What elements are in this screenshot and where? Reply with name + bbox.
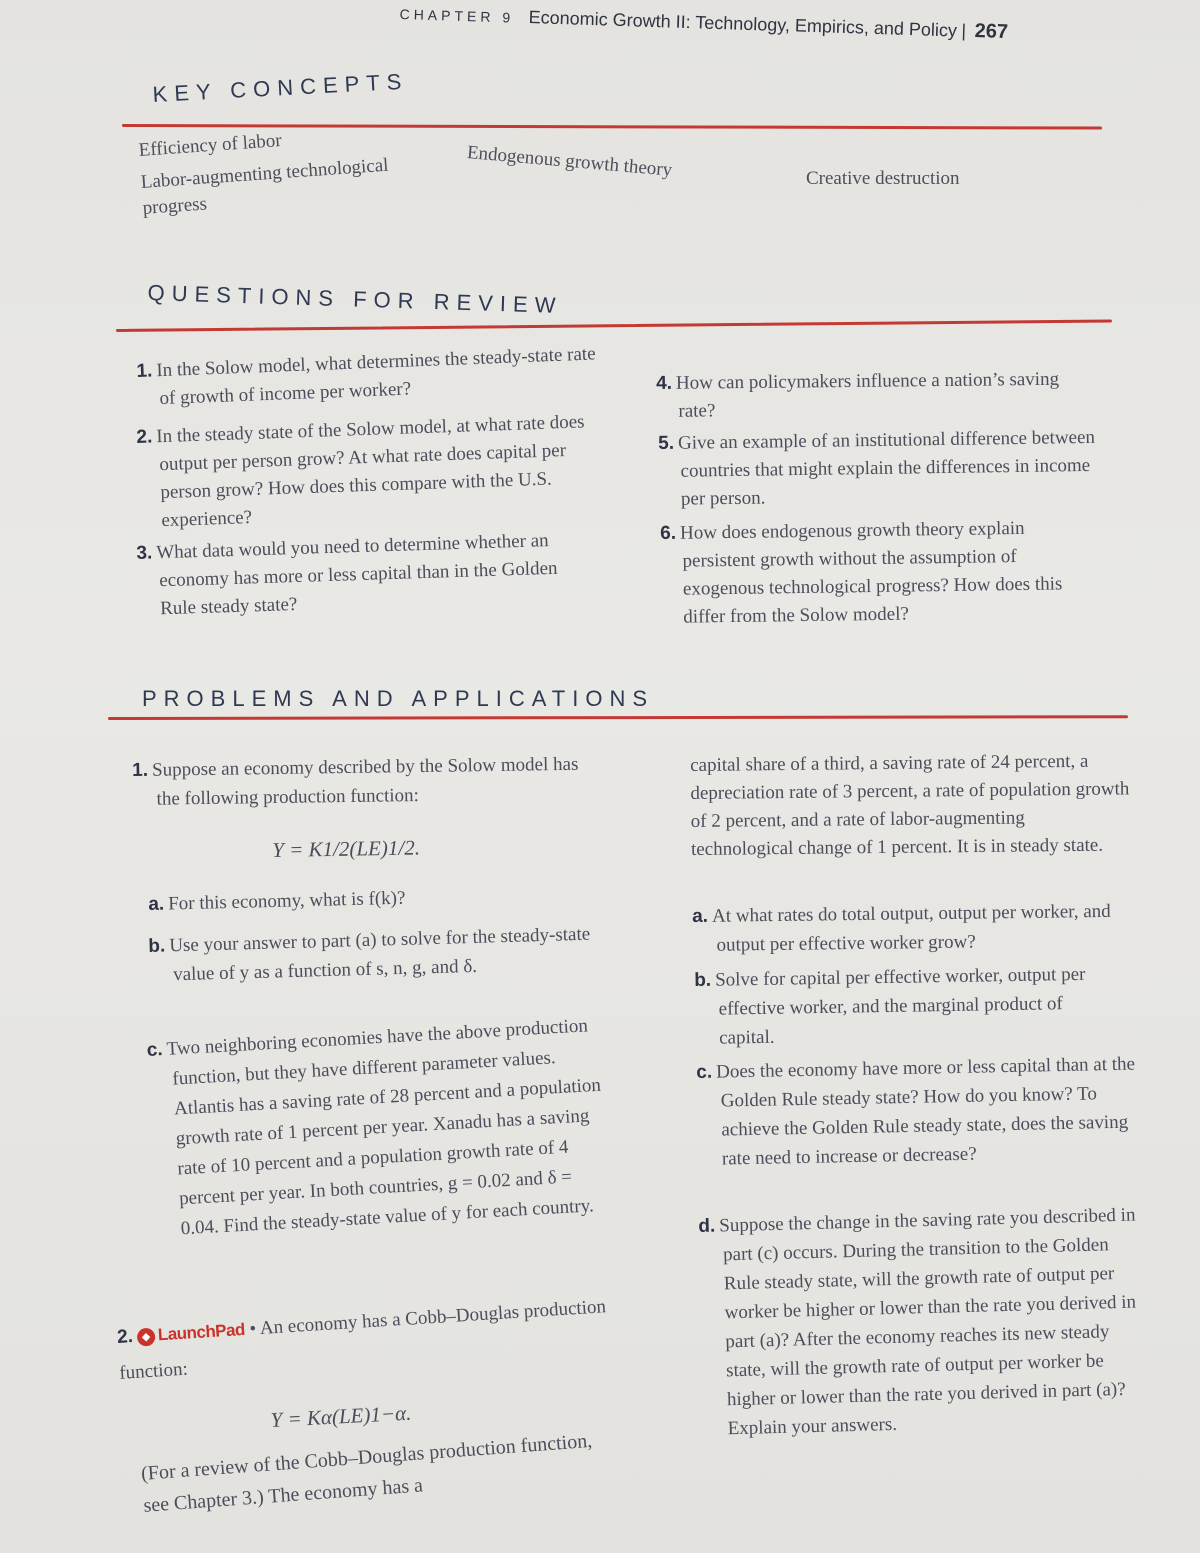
review-question-3: 3. What data would you need to determine whether an economy has more or less capital than in the Golden Rule steady state? xyxy=(136,530,558,620)
review-question-1: 1. In the Solow model, what determines the steady-state rate of growth of income per worker? xyxy=(136,343,596,410)
review-rule xyxy=(116,319,1112,332)
head-separator: | xyxy=(961,20,967,41)
problem-2-equation: Y = Kα(LE)1−α. xyxy=(270,1400,412,1432)
page-number: 267 xyxy=(974,20,1009,44)
problem-2-part-b: b. Solve for capital per effective worker, output per effective worker, and the marginal product of capital. xyxy=(694,963,1086,1049)
concept-efficiency-of-labor: Efficiency of labor xyxy=(138,130,283,161)
launchpad-icon: ◆ xyxy=(136,1327,155,1346)
problems-heading: PROBLEMS AND APPLICATIONS xyxy=(142,686,655,711)
review-question-5: 5. Give an example of an institutional difference between countries that might explain the differences in income per person. xyxy=(658,426,1096,510)
problem-1-part-a: a. For this economy, what is f(k)? xyxy=(148,887,406,915)
problem-2-note: (For a review of the Cobb–Douglas production function, see Chapter 3.) The economy has a xyxy=(140,1429,593,1517)
problem-1-equation: Y = K1/2(LE)1/2. xyxy=(272,835,421,862)
key-concepts-rule xyxy=(122,124,1102,130)
problems-rule xyxy=(108,715,1128,720)
problem-2-continued: capital share of a third, a saving rate of 24 percent, a depreciation rate of 3 percent, a rate of population growth of 2 percent, and a rate of labor-augmenting technological change of 1 percent. It is in steady state. xyxy=(690,750,1130,860)
key-concepts-heading: KEY CONCEPTS xyxy=(152,68,409,107)
problem-1-part-b: b. Use your answer to part (a) to solve for the steady-state value of y as a function of s, n, g, and δ. xyxy=(148,923,591,986)
review-question-6: 6. How does endogenous growth theory explain persistent growth without the assumption of exogenous technological progress? How does this differ from the Solow model? xyxy=(660,517,1063,628)
launchpad-logo: LaunchPad xyxy=(157,1319,246,1345)
problem-2-part-d: d. Suppose the change in the saving rate you described in part (c) occurs. During the transition to the Golden Rule steady state, will the growth rate of output per worker be higher or lower than the rate you derived in part (a)? After the economy reaches its new steady state, will the growth rate of output per worker be higher or lower than the rate you derived in part (a)? Explain your answers. xyxy=(698,1204,1137,1440)
problem-1-intro: 1. Suppose an economy described by the Solow model has the following production function: xyxy=(132,753,579,810)
review-heading: QUESTIONS FOR REVIEW xyxy=(147,280,563,319)
chapter-title: Economic Growth II: Technology, Empirics, and Policy xyxy=(528,7,958,41)
concept-labor-augmenting: Labor-augmenting technological progress xyxy=(140,154,390,219)
problem-2-part-a: a. At what rates do total output, output per worker, and output per effective worker grow? xyxy=(692,900,1111,956)
bullet: • xyxy=(248,1318,257,1340)
concept-creative-destruction: Creative destruction xyxy=(806,168,960,189)
review-question-2: 2. In the steady state of the Solow model, at what rate does output per person grow? At what rate does capital per person grow? How does this compare with the U.S. experience? xyxy=(136,411,585,532)
chapter-label: CHAPTER 9 xyxy=(399,5,515,26)
review-question-4: 4. How can policymakers influence a nation’s saving rate? xyxy=(656,368,1060,422)
problem-2-intro: 2. ◆ LaunchPad • An economy has a Cobb–Douglas production function: xyxy=(116,1296,607,1384)
concept-endogenous-growth: Endogenous growth theory xyxy=(466,142,674,181)
problem-1-part-c: c. Two neighboring economies have the above production function, but they have different parameter values. Atlantis has a saving rate of 28 percent and a population growth rate of 1 percent per year. Xanadu has a saving rate of 10 percent and a population growth rate of 4 percent per year. In both countries, g = 0.02 and δ = 0.04. Find the steady-state value of y for each country. xyxy=(146,1015,602,1240)
running-head xyxy=(399,2,1099,47)
problem-2-part-c: c. Does the economy have more or less capital than at the Golden Rule steady state? How do you know? To achieve the Golden Rule steady state, does the saving rate need to increase or decrease? xyxy=(696,1053,1136,1170)
